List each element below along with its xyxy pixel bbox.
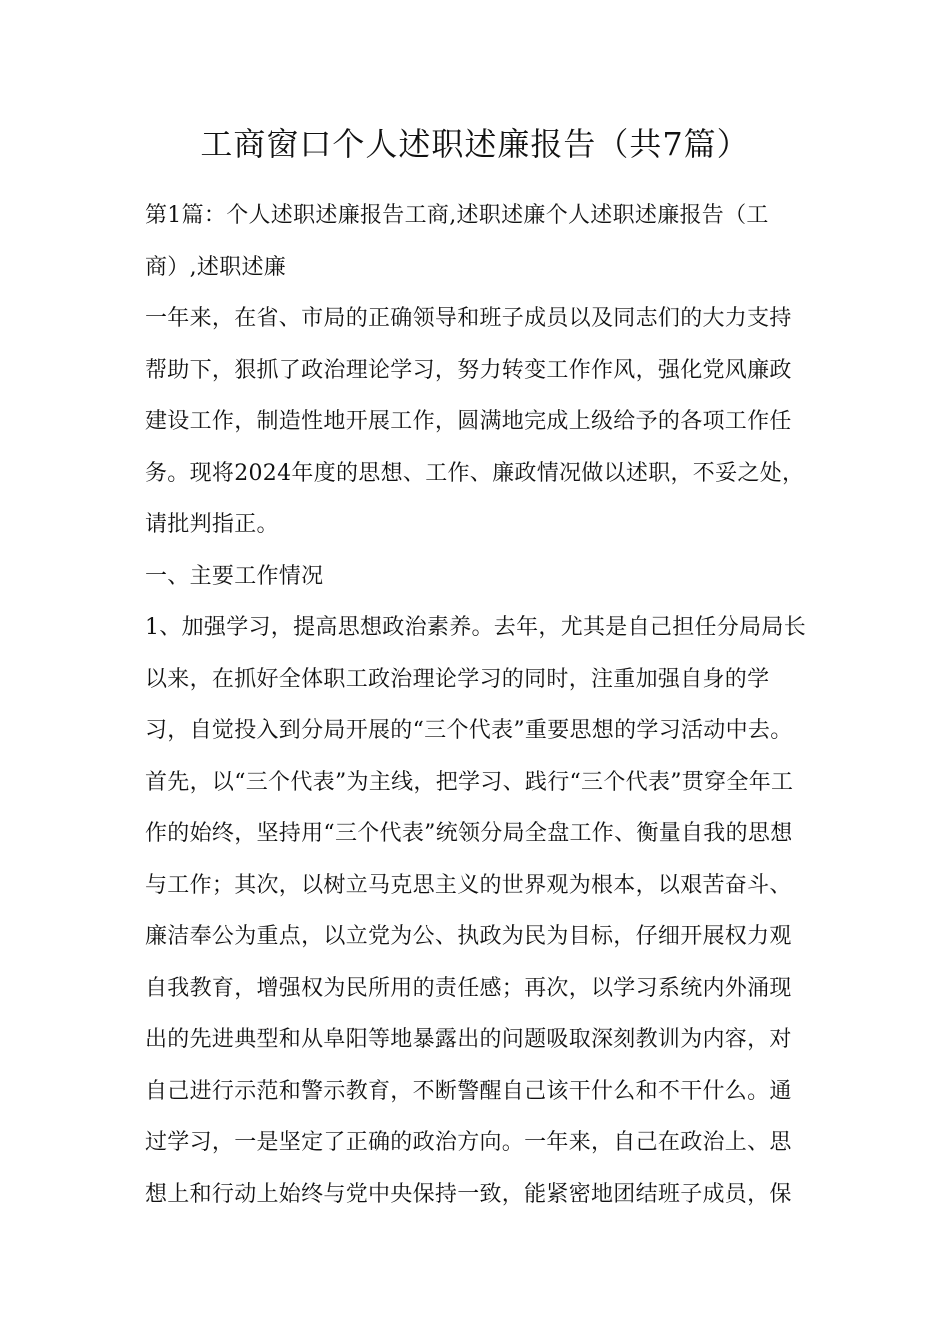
section-heading: 一、主要工作情况 [145,563,324,589]
text-line: 建设工作，制造性地开展工作，圆满地完成上级给予的各项工作任 [145,409,792,434]
text-line: 1、加强学习，提高思想政治素养。去年，尤其是自己担任分局局长 [145,615,806,640]
text-line: 自己进行示范和警示教育，不断警醒自己该干什么和不干什么。通 [145,1078,792,1104]
text-line: 首先，以“三个代表”为主线，把学习、践行“三个代表”贯穿全年工 [145,769,794,795]
text-line: 自我教育，增强权为民所用的责任感；再次，以学习系统内外涌现 [145,975,792,1001]
text-line: 务。现将2024年度的思想、工作、廉政情况做以述职，不妥之处， [145,460,805,486]
text-line: 廉洁奉公为重点，以立党为公、执政为民为目标，仔细开展权力观 [145,924,792,949]
text-line: 第1篇：个人述职述廉报告工商,述职述廉个人述职述廉报告（工 [145,203,769,228]
text-line: 过学习，一是坚定了正确的政治方向。一年来，自己在政治上、思 [145,1130,792,1155]
text-line: 帮助下，狠抓了政治理论学习，努力转变工作作风，强化党风廉政 [145,357,792,383]
text-line: 请批判指正。 [145,512,279,537]
text-line: 与工作；其次，以树立马克思主义的世界观为根本，以艰苦奋斗、 [145,872,792,898]
document-body [145,190,810,1220]
text-line: 作的始终，坚持用“三个代表”统领分局全盘工作、衡量自我的思想 [145,821,793,846]
text-line: 想上和行动上始终与党中央保持一致，能紧密地团结班子成员，保 [145,1181,792,1207]
text-line: 出的先进典型和从阜阳等地暴露出的问题吸取深刻教训为内容，对 [145,1027,792,1052]
text-line: 商）,述职述廉 [145,254,287,280]
document-title: 工商窗口个人述职述廉报告（共7篇） [200,125,750,163]
text-line: 习，自觉投入到分局开展的“三个代表”重要思想的学习活动中去。 [145,718,793,743]
text-line: 以来，在抓好全体职工政治理论学习的同时，注重加强自身的学 [145,666,770,692]
text-line: 一年来，在省、市局的正确领导和班子成员以及同志们的大力支持 [145,306,792,331]
